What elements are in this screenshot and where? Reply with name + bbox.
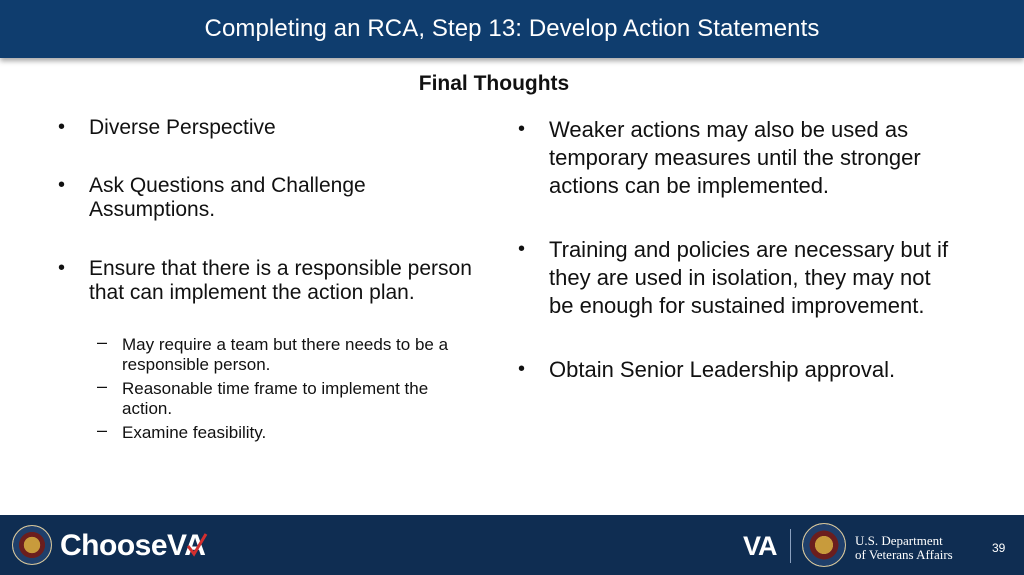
checkmark-icon	[184, 532, 208, 558]
va-wordmark: VA	[743, 531, 777, 561]
slide-title: Completing an RCA, Step 13: Develop Action Statements	[204, 15, 820, 42]
bullet-item: • Obtain Senior Leadership approval.	[518, 356, 958, 384]
va-seal-icon	[802, 523, 846, 567]
right-bullet-list	[518, 116, 958, 384]
left-bullet-list	[58, 116, 478, 447]
bullet-item: • Ensure that there is a responsible person that can implement the action plan.	[58, 257, 478, 305]
bullet-item: • Ask Questions and Challenge Assumptions.	[58, 174, 478, 222]
va-seal-icon	[12, 525, 52, 565]
bullet-item: • Weaker actions may also be used as temporary measures until the stronger actions can be implemented.	[518, 116, 958, 200]
bullet-item: • Diverse Perspective	[58, 116, 478, 140]
department-line-1: U.S. Department	[855, 533, 943, 548]
choose-va-logo	[60, 529, 205, 563]
logo-va-text: VA	[167, 529, 206, 562]
sub-bullet-group	[58, 335, 478, 443]
sub-bullet-list	[122, 335, 482, 443]
logo-choose-text: Choose	[60, 529, 168, 562]
bullet-item: • Training and policies are necessary but if they are used in isolation, they may not be enough for sustained improvement.	[518, 236, 958, 320]
footer-bar	[0, 515, 1024, 575]
sub-bullet-item: – Reasonable time frame to implement the action.	[122, 379, 482, 419]
divider	[790, 529, 791, 563]
title-bar	[0, 0, 1024, 58]
department-name	[855, 534, 953, 562]
sub-bullet-item: – Examine feasibility.	[122, 423, 482, 443]
slide-subtitle: Final Thoughts	[418, 72, 570, 95]
sub-bullet-item: – May require a team but there needs to be a responsible person.	[122, 335, 482, 375]
department-line-2: of Veterans Affairs	[855, 547, 953, 562]
page-number: 39	[992, 541, 1006, 555]
